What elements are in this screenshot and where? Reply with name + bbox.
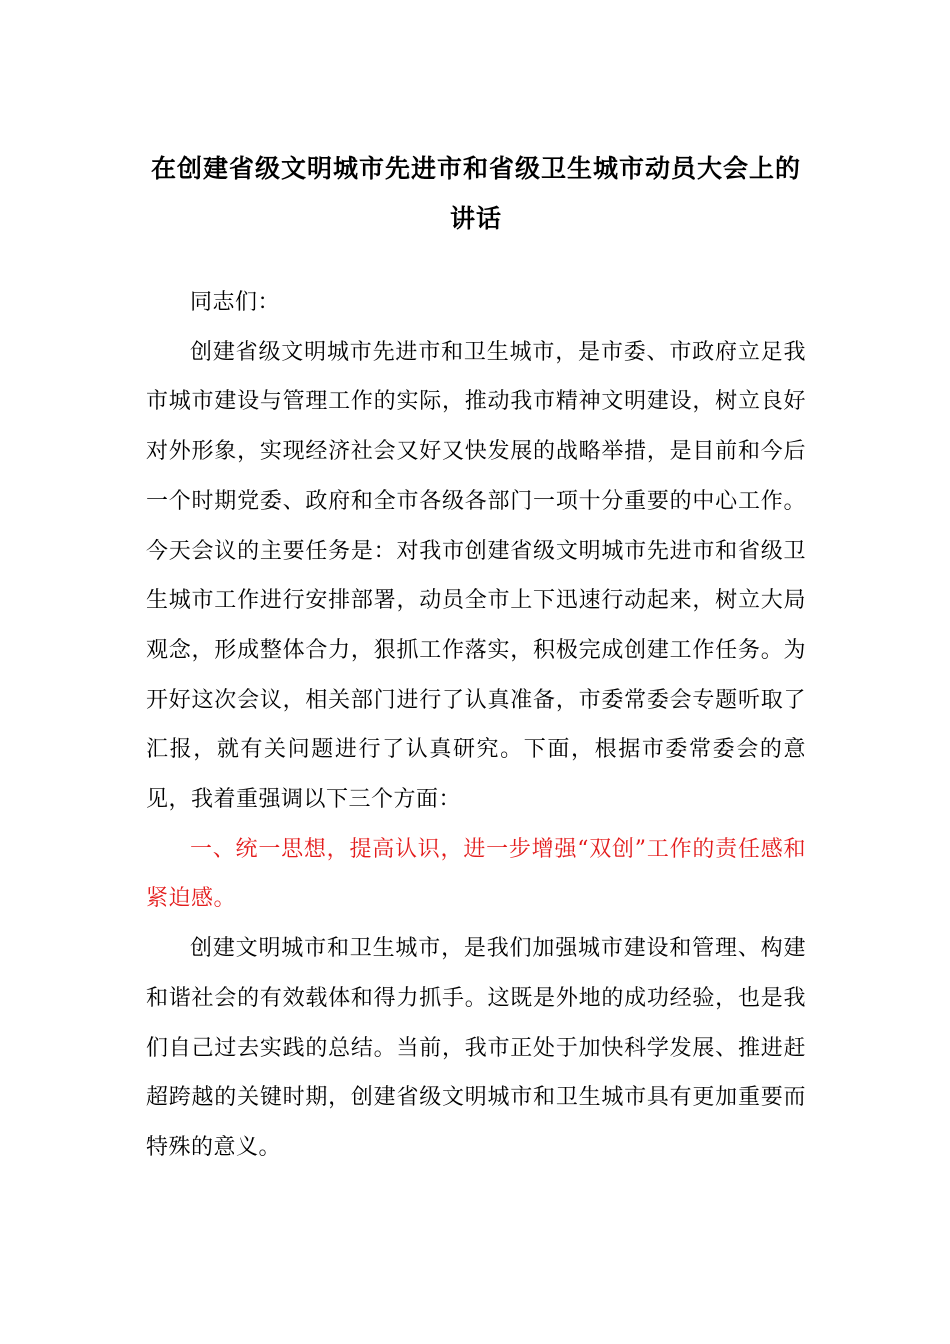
document-title: 在创建省级文明城市先进市和省级卫生城市动员大会上的讲话 [150, 154, 801, 233]
greeting: 同志们： [190, 290, 281, 315]
section-heading: 一、统一思想，提高认识，进一步增强“双创”工作的责任感和紧迫感。 [146, 836, 806, 912]
document-page [146, 144, 806, 1173]
paragraph-intro: 创建省级文明城市先进市和卫生城市，是市委、市政府立足我市城市建设与管理工作的实际，推动我市精神文明建设，树立良好对外形象，实现经济社会又好又快发展的战略举措，是目前和今后一个时期党委、政府和全市各级各部门一项十分重要的中心工作。今天会议的主要任务是：对我市创建省级文明城市先进市和省级卫生城市工作进行安排部署，动员全市上下迅速行动起来，树立大局观念，形成整体合力，狠抓工作落实，积极完成创建工作任务。为开好这次会议，相关部门进行了认真准备，市委常委会专题听取了汇报，就有关问题进行了认真研究。下面，根据市委常委会的意见，我着重强调以下三个方面： [146, 339, 806, 813]
paragraph-section-body: 创建文明城市和卫生城市，是我们加强城市建设和管理、构建和谐社会的有效载体和得力抓手。这既是外地的成功经验，也是我们自己过去实践的总结。当前，我市正处于加快科学发展、推进赶超跨越的关键时期，创建省级文明城市和卫生城市具有更加重要而特殊的意义。 [146, 936, 806, 1160]
